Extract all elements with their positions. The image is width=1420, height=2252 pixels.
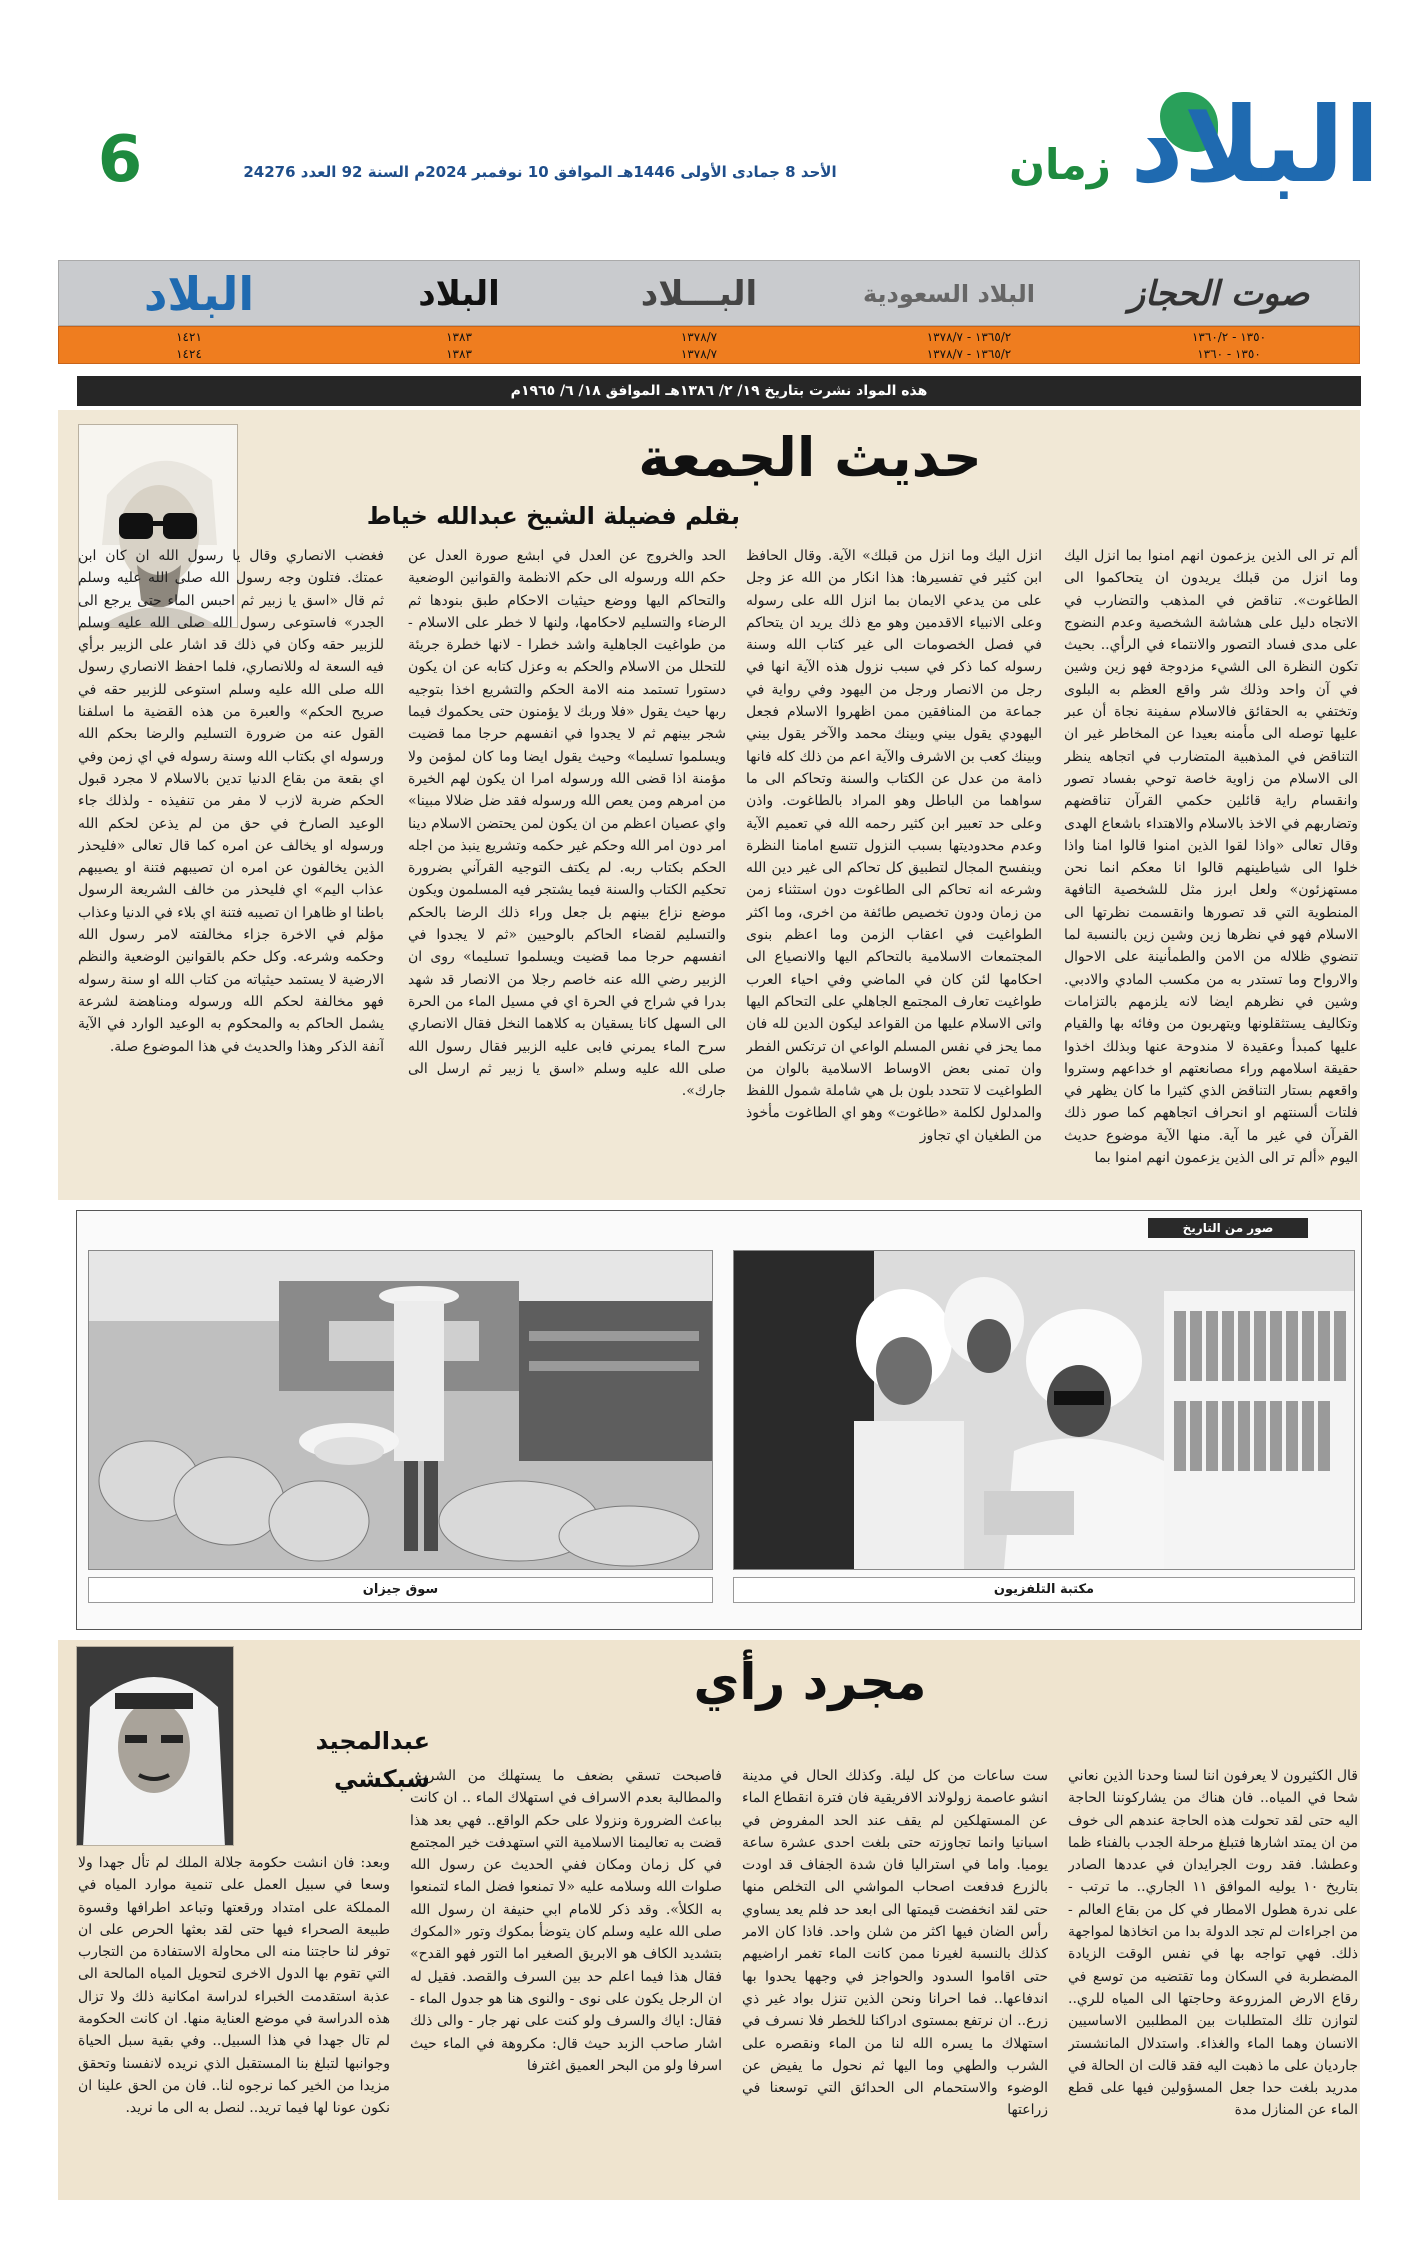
page-number: 6 [97,123,143,197]
archive-logo-2: البلاد السعودية [862,280,1036,308]
article-2-column-1: قال الكثيرون لا يعرفون اننا لسنا وحدنا الذين نعاني شحا في المياه.. فان هناك من يشاركوننا الحاجة اليه حتى لقد تحولت هذه الحاجة عندهم الى خوف من ان يمتد اشارها فتبلغ مرحلة الجدب بالفناء ظما وعطشا. فقد روت الجرايدان في عددها الصادر بتاريخ ١٠ يوليه الموافق ١١ الجاري.. ما ترتب - على ندرة هطول الامطار في كل من بقاع العالم - من اجراءات لم تجد الدولة بدا من اتخاذها لمواجهة ذلك. فهي تواجه بها في نفس الوقت الزيادة المضطربة في السكان وما تقتضيه من توسع في رقاع الارض المزروعة وحاجتها الى المياه للري.. لتوازن تلك المتطلبات بين المطلبين الاساسيين الانسان وهما الماء والغذاء. واستدلال المانشستر جارديان على ما ذهبت اليه فقد قالت ان الحالة في مدريد بلغت حدا جعل المسؤولين فيها على قطع الماء عن المنازل مدة [1068,1768,1358,2119]
range-top-5: ١٤٢١ [176,330,202,344]
tv-library-image [734,1251,1354,1569]
article-2-column-3: فاصبحت تسقي بضعف ما يستهلك من الشرب. والمطالبة بعدم الاسراف في استهلاك الماء .. ان كانت بباعث الضرورة ونزولا على حكم الواقع.. فهي بعد هذا قضت به تعاليمنا الاسلامية التي استهدفت خير المجتمع في كل زمان ومكان ففي الحديث عن رسول الله صلوات الله وسلامه عليه «لا تمنعوا فضل الماء لتمنعوا به الكلأ». وقد ذكر للامام ابي حنيفة ان رسول الله صلى الله عليه وسلم كان يتوضأ بمكوك وتور «المكوك بتشديد الكاف هو الابريق الصغير اما التور فهو القدح» فقال هذا فيما اعلم حد بين السرف والقصد. فقيل له ان الرجل يكون على نوى - والنوى هنا هو جدول الماء - فقال: اياك والسرف ولو كنت على نهر جار - والى ذلك اشار صاحب الزبد حيث قال: مكروهة في الماء حيث اسرفا ولو من البحر العميق اغترفا [410,1768,722,2074]
range-bottom-1: ١٣٥٠ - ١٣٦٠ [1197,347,1261,361]
range-top-2: ١٣٦٥/٢ - ١٣٧٨/٧ [926,330,1012,344]
author-portrait-shobokshi [76,1646,234,1846]
archive-logo-1: صوت الحجاز [1128,274,1310,314]
article-2-byline: عبدالمجيد شبكشي [315,1727,430,1793]
range-bottom-5: ١٤٢٤ [176,347,202,361]
jazan-market-image [89,1251,712,1569]
range-bottom-2: ١٣٦٥/٢ - ١٣٧٨/٧ [926,347,1012,361]
issue-dateline: الأحد 8 جمادى الأولى 1446هـ الموافق 10 نوفمبر 2024م السنة 92 العدد 24276 [243,163,837,181]
range-top-3: ١٣٧٨/٧ [680,330,718,344]
publication-date-notice: هذه المواد نشرت بتاريخ ١٩/ ٢/ ١٣٨٦هـ الموافق ١٨/ ٦/ ١٩٦٥م [77,376,1361,406]
tv-library-photo [733,1250,1355,1570]
range-bottom-4: ١٣٨٣ [446,347,472,361]
article-2-column-2: ست ساعات من كل ليلة. وكذلك الحال في مدينة انشو عاصمة زولولاند الافريقية فان فترة انقطاع الماء عن المستهلكين لم يقف عند الحد المفروض في اسبانيا وانما تجاوزته حتى بلغت احدى عشرة ساعة يوميا. واما في استراليا فان شدة الجفاف قد اودت بالزرع فدفعت اصحاب المواشي الى التخلص منها حتى لقد انخفضت قيمتها الى ابعد حد فلم يعد يساوي رأس الضان فيها اكثر من شلن واحد. فاذا كان الامر كذلك بالنسبة لغيرنا ممن كانت الماء تغمر اراضيهم حتى اقاموا السدود والحواجز في وجهها يحدوا بها اندفاعها.. فما احرانا ونحن الذين تنزل بواد غير ذي زرع.. ان نرتفع بمستوى ادراكنا للخطر فلا نسرف في استهلاك ما يسره الله لنا من الماء ونقصره على الشرب والطهي وما اليها ثم نحول ما يفيض عن الوضوء والاستحمام الى الحدائق التي توسعنا في زراعتها [742,1768,1048,2119]
article-1-column-1: ألم تر الى الذين يزعمون انهم امنوا بما انزل اليك وما انزل من قبلك يريدون ان يتحاكموا الى الطاغوت». تناقض في المذهب والتضارب في الاتجاه دليل على هشاشة الشخصية وعدم النضوج على مدى فساد التصور والانتماء في الرأي.. بحيث تكون النظرة الى الشيء مزدوجة فهو زين وشين في آن واحد وذلك شر واقع العظم به البلوى وتختفي به الحقائق فالاسلام سفينة نجاة أن عبر عليها توصله الى مأمنه بعيدا عن المخاطر غير ان التناقض في المذهبية المتضارب في اتجاهه ينظر الى الاسلام من زاوية خاصة توحي بفساد تصور وانقسام راية قائلين حكمي القرآن تناقضهم وتضاربهم في الاخذ بالاسلام والاهتداء باشعاع الهدى وقال تعالى «واذا لقوا الذين امنوا قالوا امنا واذا خلوا الى شياطينهم قالوا انا معكم انما نحن مستهزئون» ولعل ابرز مثل للشخصية التافهة المنطوية التي قد تصورها وانقسمت نظرتها الى الاسلام فهو في نظرها زين وشين زين بالنسبة لما تنضوي ظلاله من الامن والطمأنينة على الاحوال والارواح وما تستدر به من مكسب المادي والادبي. وشين في نظرهم ايضا لانه يلزمهم بالتزامات وتكاليف يستثقلونها ويتهربون من وفائه بها والقيام عليها كمبدأ وعقيدة لا مندوحة عنها وبذلك اخذوا حقيقة اسلامهم وراء مصانعتهم او خداعهم وستروا واقعهم بستار التناقض الذي كثيرا ما كان يظهر في فلتات ألسنتهم او انحراف اتجاههم كما صور ذلك القرآن في غير ما آية. منها الآية موضوع حديث اليوم «ألم تر الى الذين يزعمون انهم امنوا بما [1064,548,1358,1167]
article-1-byline: بقلم فضيلة الشيخ عبدالله خياط [366,502,740,530]
article-1-column-2: انزل اليك وما انزل من قبلك» الآية. وقال الحافظ ابن كثير في تفسيرها: هذا انكار من الله عز وجل على من يدعي الايمان بما انزل الله على رسوله وعلى الانبياء الاقدمين وهو مع ذلك يريد ان يتحاكم في فصل الخصومات الى غير كتاب الله وسنة رسوله كما ذكر في سبب نزول هذه الآية انها في رجل من الانصار ورجل من اليهود وفي رواية في جماعة من المنافقين ممن اظهروا الاسلام فجعل اليهودي يقول بيني وبينك محمد والآخر يقول بيني وبينك كعب بن الاشرف والآية اعم من ذلك كله فانها ذامة من عدل عن الكتاب والسنة وتحاكم الى ما سواهما من الباطل وهو المراد بالطاغوت. واذن وعلى حد تعبير ابن كثير رحمه الله في تعميم الآية وعدم محدوديتها بسبب النزول تتسع امامنا النظرة وينفسح المجال لتطبيق كل تحاكم الى غير دين الله وشرعه انه تحاكم الى الطاغوت دون استثناء زمن من زمان ودون تخصيص طائفة من اخرى، وما اكثر الطواغيت في اعقاب الزمن وما اعظم بنوى المجتمعات الاسلامية بالتحاكم اليها والانصياع الى احكامها لئن كان في الماضي وفي احياء العرب طواغيت تعارف المجتمع الجاهلي على التحاكم اليها واتى الاسلام عليها من القواعد ليكون الدين لله فان مما يحز في نفس المسلم الواعي ان ترتكس الفطر وان تمنى بعض الاوساط الاسلامية بالوان من الطواغيت لا تتحدد بلون بل هي شاملة شمول اللفظ والمدلول لكلمة «طاغوت» وهو اي الطاغوت مأخوذ من الطغيان اي تجاوز [746,548,1042,1144]
tv-library-caption: مكتبة التلفزيون [733,1577,1355,1603]
range-top-1: ١٣٥٠ - ١٣٦٠/٢ [1191,330,1267,344]
article-2-title: مجرد رأي [693,1653,927,1711]
archive-date-ranges [58,326,1360,364]
article-1-column-3: الحد والخروج عن العدل في ابشع صورة العدل عن حكم الله ورسوله الى حكم الانظمة والقوانين الوضعية والتحاكم اليها ووضع حيثيات الاحكام طبق بنودها ثم الرضاء والتسليم لاحكامها، ولنها لا خطر على الاسلام - من طواغيت الجاهلية واشد خطرا - لانها خطرة جريئة للتحلل من الاسلام والحكم به وعزل كتابه عن ان يكون دستورا تستمد منه الامة الحكم والتشريع اخذا بتوجيه ربها حيث يقول «فلا وربك لا يؤمنون حتى يحكموك فيما شجر بينهم ثم لا يجدوا في انفسهم حرجا مما قضيت ويسلموا تسليما» وحيث يقول ايضا وما كان لمؤمن ولا مؤمنة اذا قضى الله ورسوله امرا ان يكون لهم الخيرة من امرهم ومن يعص الله ورسوله فقد ضل ضلالا مبينا» واي عصيان اعظم من ان يكون لمن يحتضن الاسلام دينا امر دون امر الله وحكم غير حكمه وتشريع ينبذ من اجله الحكم بكتاب ربه. لم يكتف التوجيه القرآني بضرورة تحكيم الكتاب والسنة فيما يشتجر فيه المسلمون ويكون موضع نزاع بينهم بل جعل وراء ذلك الرضا بالحكم والتسليم لقضاء الحاكم بالوحيين «ثم لا يجدوا في انفسهم حرجا مما قضيت ويسلموا تسليما» روى ان الزبير رضي الله عنه خاصم رجلا من الانصار قد شهد بدرا في شراج في الحرة اي في مسيل الماء من الحرة الى السهل كانا يسقيان به كلاهما النخل فقال الانصاري سرح الماء يمرني فابى عليه الزبير فقال رسول الله صلى الله عليه وسلم «اسق يا زبير ثم ارسل الى جارك». [408,548,726,1100]
archive-logos-strip [58,260,1360,326]
history-photos-tag: صور من التاريخ [1148,1218,1308,1238]
jazan-market-caption: سوق جيزان [88,1577,713,1603]
archive-logo-3: البـــلاد [640,274,758,314]
archive-logo-5: البلاد [143,267,255,321]
article-1-column-4: فغضب الانصاري وقال يا رسول الله ان كان ابن عمتك. فتلون وجه رسول الله صلى الله عليه وسلم ثم قال «اسق يا زبير ثم احبس الماء حتى يرجع الى الجدر» فاستوعى رسول الله صلى الله عليه وسلم للزبير حقه وكان في ذلك قد اشار على الزبير برأي فيه السعة له وللانصاري، فلما احفظ الانصاري رسول الله صلى الله عليه وسلم استوعى للزبير حقه في صريح الحكم» والعبرة من هذه القضية ما اسلفنا القول عنه من ضرورة التسليم والرضا بحكم الله ورسوله اي بكتاب الله وسنة رسوله في اي زمن وفي اي بقعة من بقاع الدنيا تدين بالاسلام لا مجرد قبول الحكم ضربة لازب لا مفر من تنفيذه - ولذلك جاء الوعيد الصارخ في حق من لم يذعن لحكم الله ورسوله او يخالف عن امره كما قال تعالى «فليحذر الذين يخالفون عن امره ان تصيبهم فتنة او يصيبهم عذاب اليم» اي فليحذر من خالف الشريعة الرسول باطنا او ظاهرا ان تصيبه فتنة اي بلاء في الدنيا وعذاب مؤلم في الاخرة جزاء مخالفته لامر رسول الله وحكمه وشرعه. وكل حكم بالقوانين الوضعية والنظم الارضية لا يستمد حيثياته من كتاب الله او سنة رسوله فهو مخالفة لحكم الله ورسوله ومناهضة لشرعة يشمل الحاكم به والمحكوم به الوعيد الوارد في الآية آنفة الذكر وهذا والحديث في هذا الموضوع صلة. [78,548,384,1055]
archive-logo-4: البلاد [418,274,500,314]
article-1-title: حديث الجمعة [638,426,982,489]
range-top-4: ١٣٨٣ [446,330,472,344]
jazan-market-photo [88,1250,713,1570]
article-2-column-4: وبعد: فان انشت حكومة جلالة الملك لم تأل جهدا ولا وسعا في سبيل العمل على تنمية موارد المياه في المملكة على امتداد ورقعتها وتباعد اطرافها وقسوة طبيعة الصحراء فيها حتى لقد بعثها الحرص على ان توفر لنا حاجتنا منه الى محاولة الاستفادة من التجارب التي تقوم بها الدول الاخرى لتحويل المياه المالحة الى عذبة استقدمت الخبراء لدراسة امكانية ذلك ولا تزال هذه الدراسة في موضع العناية منها. ان كانت الحكومة لم تال جهدا في هذا السبيل.. وفي بقية سبل الحياة وجوانبها لتبلغ بنا المستقبل الذي نريده لانفسنا وتحقق مزيدا من الخير كما نرجوه لنا.. فان من الحق علينا ان نكون عونا لها فيما تريد.. لنصل به الى ما نريد. [78,1855,390,2117]
section-title: زمان [1009,140,1111,189]
range-bottom-3: ١٣٧٨/٧ [680,347,718,361]
newspaper-logo: البلاد [1130,84,1380,206]
portrait-shobokshi-image [76,1647,233,1846]
